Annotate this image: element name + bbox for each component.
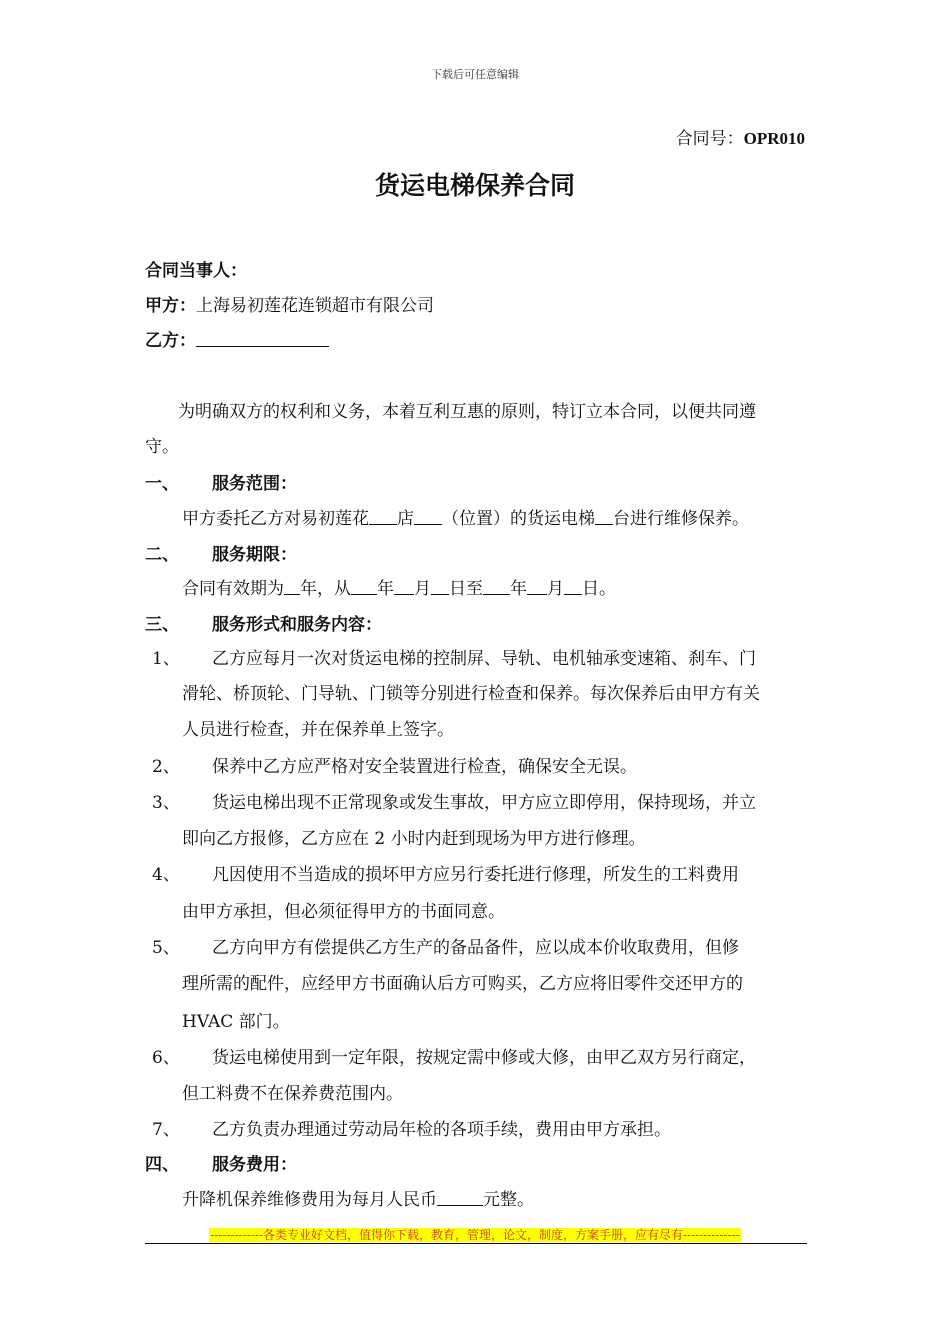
item-7-number: 7、 xyxy=(152,1120,180,1140)
s4-text-b: 元整。 xyxy=(483,1190,534,1210)
years-blank xyxy=(284,578,300,595)
s4-text-a: 升降机保养维修费用为每月人民币 xyxy=(182,1190,437,1210)
s1-text-a: 甲方委托乙方对易初莲花 xyxy=(182,509,369,529)
item-5-line-2: 理所需的配件，应经甲方书面确认后方可购买，乙方应将旧零件交还甲方的 xyxy=(182,974,743,994)
s2-text-a: 合同有效期为 xyxy=(182,579,284,599)
intro-line-1: 为明确双方的权利和义务，本着互利互惠的原则，特订立本合同，以便共同遵 xyxy=(178,402,756,422)
section2-paragraph xyxy=(182,577,616,601)
item-4-number: 4、 xyxy=(152,865,180,885)
section3-heading: 服务形式和服务内容： xyxy=(212,615,382,635)
item-1-line-3: 人员进行检查，并在保养单上签字。 xyxy=(182,720,454,740)
item-3-number: 3、 xyxy=(152,793,180,813)
footer-divider xyxy=(145,1243,807,1244)
section4-number: 四、 xyxy=(145,1155,179,1175)
item-7-line-1: 乙方负责办理通过劳动局年检的各项手续，费用由甲方承担。 xyxy=(212,1120,671,1140)
s2-text-f: 年 xyxy=(510,579,527,599)
start-year-blank xyxy=(351,578,377,595)
footer-text: -------------各类专业好文档，值得你下载，教育，管理，论文，制度，方案手册，应有尽有-------------- xyxy=(210,1228,740,1242)
start-day-blank xyxy=(431,578,449,595)
start-month-blank xyxy=(394,578,414,595)
item-5-line-3: HVAC 部门。 xyxy=(182,1012,290,1032)
item-6-line-2: 但工料费不在保养费范围内。 xyxy=(182,1084,403,1104)
section3-number: 三、 xyxy=(145,615,179,635)
section1-number: 一、 xyxy=(145,474,179,494)
s1-text-c: （位置）的货运电梯 xyxy=(442,509,595,529)
party-a-value: 上海易初莲花连锁超市有限公司 xyxy=(196,296,434,316)
s2-text-e: 日至 xyxy=(449,579,483,599)
item-4-line-1: 凡因使用不当造成的损坏甲方应另行委托进行修理，所发生的工料费用 xyxy=(212,865,739,885)
item-5-line-1: 乙方向甲方有偿提供乙方生产的备品备件，应以成本价收取费用，但修 xyxy=(212,938,739,958)
item-4-line-2: 由甲方承担，但必须征得甲方的书面同意。 xyxy=(182,902,505,922)
store-blank xyxy=(369,508,397,525)
section1-heading: 服务范围： xyxy=(212,474,297,494)
s1-text-d: 台进行维修保养。 xyxy=(613,509,749,529)
item-5-number: 5、 xyxy=(152,938,180,958)
fee-blank xyxy=(437,1189,483,1206)
footer-banner xyxy=(0,1226,950,1243)
end-year-blank xyxy=(483,578,510,595)
contract-number-label: 合同号： xyxy=(675,129,744,149)
section2-number: 二、 xyxy=(145,545,179,565)
units-blank xyxy=(595,508,613,525)
item-6-line-1: 货运电梯使用到一定年限，按规定需中修或大修，由甲乙双方另行商定， xyxy=(212,1048,756,1068)
end-day-blank xyxy=(564,578,582,595)
party-b xyxy=(145,329,329,353)
party-a-label: 甲方： xyxy=(145,296,196,316)
item-1-line-2: 滑轮、桥顶轮、门导轨、门锁等分别进行检查和保养。每次保养后由甲方有关 xyxy=(182,684,760,704)
s2-text-h: 日。 xyxy=(582,579,616,599)
document-title: 货运电梯保养合同 xyxy=(374,171,575,200)
s1-text-b: 店 xyxy=(397,509,414,529)
section4-heading: 服务费用： xyxy=(212,1155,297,1175)
party-a xyxy=(145,294,434,318)
section2-heading: 服务期限： xyxy=(212,545,297,565)
item-2-line-1: 保养中乙方应严格对安全装置进行检查，确保安全无误。 xyxy=(212,757,637,777)
intro-line-2: 守。 xyxy=(145,437,179,457)
item-3-line-2: 即向乙方报修，乙方应在 2 小时内赶到现场为甲方进行修理。 xyxy=(182,829,646,849)
item-3-line-1: 货运电梯出现不正常现象或发生事故，甲方应立即停用，保持现场，并立 xyxy=(212,793,756,813)
contract-number-value: OPR010 xyxy=(743,129,805,148)
item-2-number: 2、 xyxy=(152,757,180,777)
header-note: 下载后可任意编辑 xyxy=(431,68,519,81)
item-6-number: 6、 xyxy=(152,1048,180,1068)
party-b-blank xyxy=(196,330,329,347)
item-1-line-1: 乙方应每月一次对货运电梯的控制屏、导轨、电机轴承变速箱、刹车、门 xyxy=(212,649,756,669)
location-blank xyxy=(414,508,442,525)
parties-heading: 合同当事人： xyxy=(145,261,247,281)
s2-text-b: 年，从 xyxy=(300,579,351,599)
end-month-blank xyxy=(527,578,547,595)
s2-text-g: 月 xyxy=(547,579,564,599)
s2-text-d: 月 xyxy=(414,579,431,599)
section4-paragraph xyxy=(182,1188,534,1212)
party-b-label: 乙方： xyxy=(145,331,196,351)
contract-number xyxy=(676,124,805,149)
item-1-number: 1、 xyxy=(152,649,180,669)
section1-paragraph xyxy=(182,507,749,531)
s2-text-c: 年 xyxy=(377,579,394,599)
